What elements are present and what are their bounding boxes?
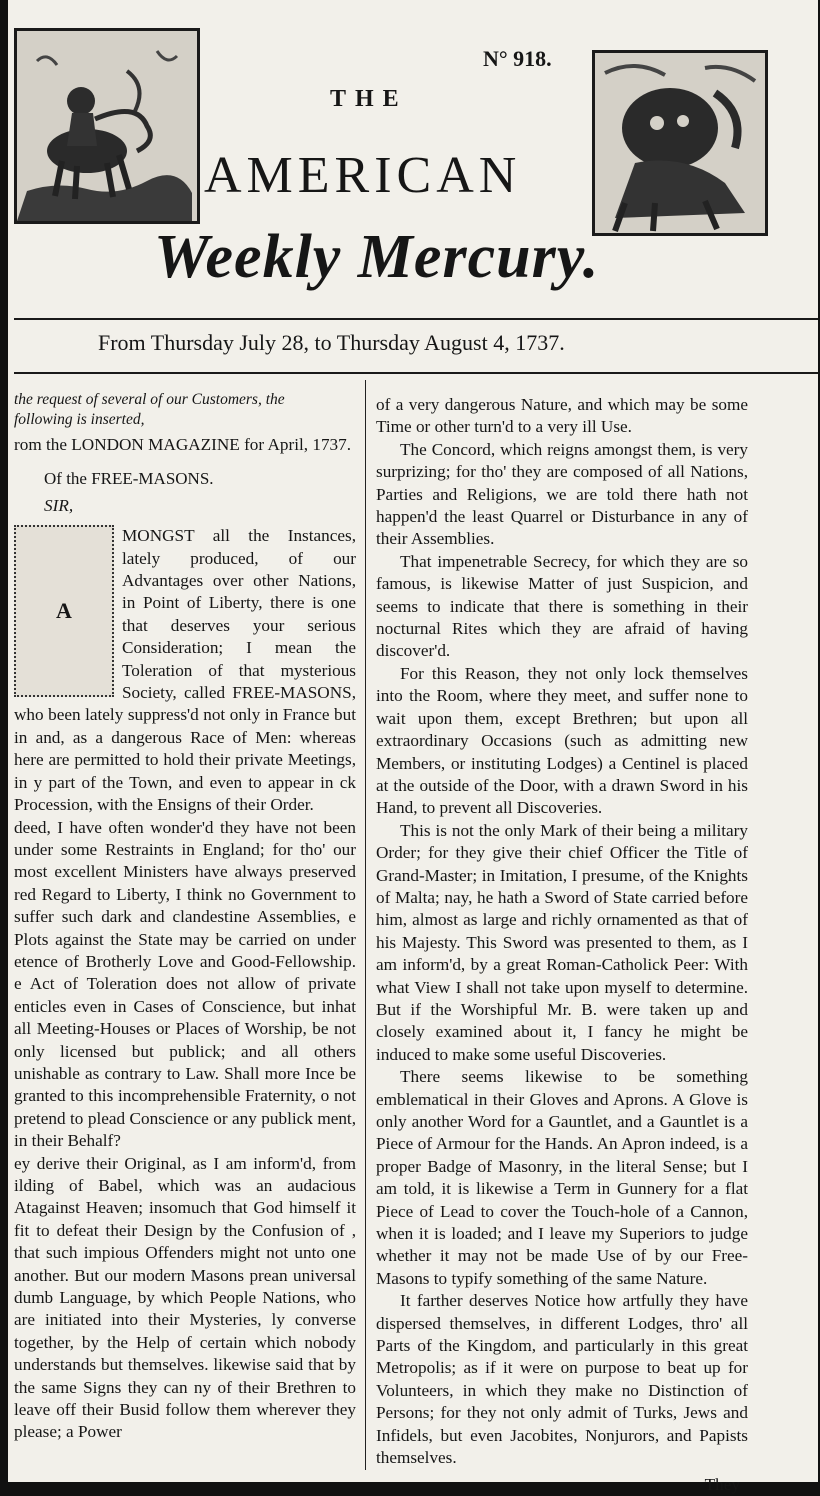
masthead-american: AMERICAN — [204, 147, 522, 204]
article-paragraph: This is not the only Mark of their being a military Order; for they give their chief Officer the Title of Grand-Master; in Imitation, I presume, of the Knights of Malta; nay, he hath a Sword of State carried before him, almost as large and richly ornamented as that of his Majesty. This Sword was presented to them, as I am inform'd, by a great Roman-Catholick Peer: With what View I shall not take upon myself to determine. But if the Worshipful Mr. B. were taken up and closely examined about it, I fancy he might be induced to make some useful Discoveries. — [376, 820, 748, 1064]
article-paragraph: There seems likewise to be something emblematical in their Gloves and Aprons. A Glove is only another Word for a Gauntlet, and a Gauntlet is a Piece of Armour for the Hands. An Apron indeed, is a proper Badge of Masonry, in the literal Sense; but I am told, it is likewise a Term in Gunnery for a flat Piece of Lead to cover the Touch-hole of a Cannon, when it is loaded; and I leave my Superiors to judge whether it may not be made Use of by our Free-Masons to typify something of the same Nature. — [376, 1067, 748, 1288]
article-heading: Of the FREE-MASONS. — [44, 469, 214, 489]
masthead-the: THE — [330, 86, 408, 112]
source-line: rom the LONDON MAGAZINE for April, 1737. — [14, 435, 352, 454]
article-paragraph: MONGST all the Instances, lately produced, of our Advantages over other Nations, in Point of Liberty, there is one that deserves your serious Consideration; I mean the Toleration of that mysterious Society, called FREE-MASONS, who been lately suppress'd not only in France but in and, as a dangerous Race of Men: whereas here are permitted to hold their private Meetings, in y part of the Town, and even to appear in ck Procession, with the Ensigns of their Order. — [14, 526, 356, 815]
editor-note-line-1: the request of several of our Customers, the — [14, 391, 285, 408]
article-paragraph: of a very dangerous Nature, and which may be some Time or other turn'd to a very ill Use. — [376, 395, 748, 437]
article-paragraph: ey derive their Original, as I am inform'd, from ilding of Babel, which was an audacious Atagainst Heaven; insomuch that God himself it fit to defeat their Design by the Confusion of , that such impious Offenders might not unto one another. But our modern Masons prean universal dumb Language, by which People Nations, who are initiated into their Mysteries, ly converse together, by the Help of certain which nobody understands but themselves. likewise said that by the same Signs they can ny of their Brethren to leave off their Busid follow them wherever they please; a Power — [14, 1153, 356, 1442]
article-paragraph: The Concord, which reigns amongst them, is very surprizing; for tho' they are composed of all Nations, Parties and Religions, we are told there hath not happen'd the least Quarrel or Disturbance in any of their Assemblies. — [376, 439, 748, 549]
article-paragraph: deed, I have often wonder'd they have not been under some Restraints in England; for tho' our most excellent Ministers have always preserved red Regard to Liberty, I think no Government to suffer such dark and clandestine Assemblies, e Plots against the State may be carried on under etence of Brotherly Love and Good-Fellowship. e Act of Toleration does not allow of private enticles even in Cases of Conscience, but inhat all Meeting-Houses or Places of Worship, be not only licensed but publick; and all others unishable as contrary to Law. Shall more Ince be granted to this incomprehensible Fraternity, o not pretend to plead Conscience or any publick ment, in their Behalf? — [14, 817, 356, 1151]
woodcut-mercury-illustration — [592, 50, 768, 236]
issue-number: N° 918. — [483, 46, 552, 71]
opening-paragraph-block — [14, 525, 356, 816]
woodcut-postrider-art — [17, 31, 197, 221]
catchword: They — [704, 1474, 740, 1494]
newspaper-page — [8, 0, 818, 1494]
header-rule-top — [14, 318, 818, 320]
header-rule-bottom — [14, 372, 818, 374]
editor-note-line-2: following is inserted, — [14, 411, 145, 428]
article-paragraph: That impenetrable Secrecy, for which they are so famous, is likewise Matter of just Suspicion, and seems to indicate that there is something in their nocturnal Rites which they are afraid of having discover'd. — [376, 551, 748, 661]
right-column — [376, 394, 748, 1496]
article-paragraph: It farther deserves Notice how artfully they have dispersed themselves, in different Lodges, thro' all Parts of the Kingdom, and particularly in this great Metropolis; as if it were on purpose to beat up for Volunteers, in which they make no Distinction of Persons; for they not only admit of Turks, Jews and Infidels, but even Jacobites, Nonjurors, and Papists themselves. — [376, 1291, 748, 1468]
ornamental-drop-cap: A — [14, 525, 114, 697]
woodcut-postrider-illustration — [14, 28, 200, 224]
dateline: From Thursday July 28, to Thursday August 4, 1737. — [98, 330, 565, 355]
left-column — [14, 390, 356, 1444]
masthead-title: Weekly Mercury. — [154, 223, 600, 291]
salutation: SIR, — [44, 495, 74, 515]
column-divider — [365, 380, 366, 1470]
article-paragraph: For this Reason, they not only lock themselves into the Room, where they meet, and suffer none to wait upon them, except Brethren; but upon all extraordinary Occasions (such as admitting new Members, or instituting Lodges) a Centinel is placed at the outside of the Door, with a drawn Sword in his Hand, to prevent all Discoveries. — [376, 663, 748, 818]
woodcut-mercury-art — [595, 53, 765, 233]
